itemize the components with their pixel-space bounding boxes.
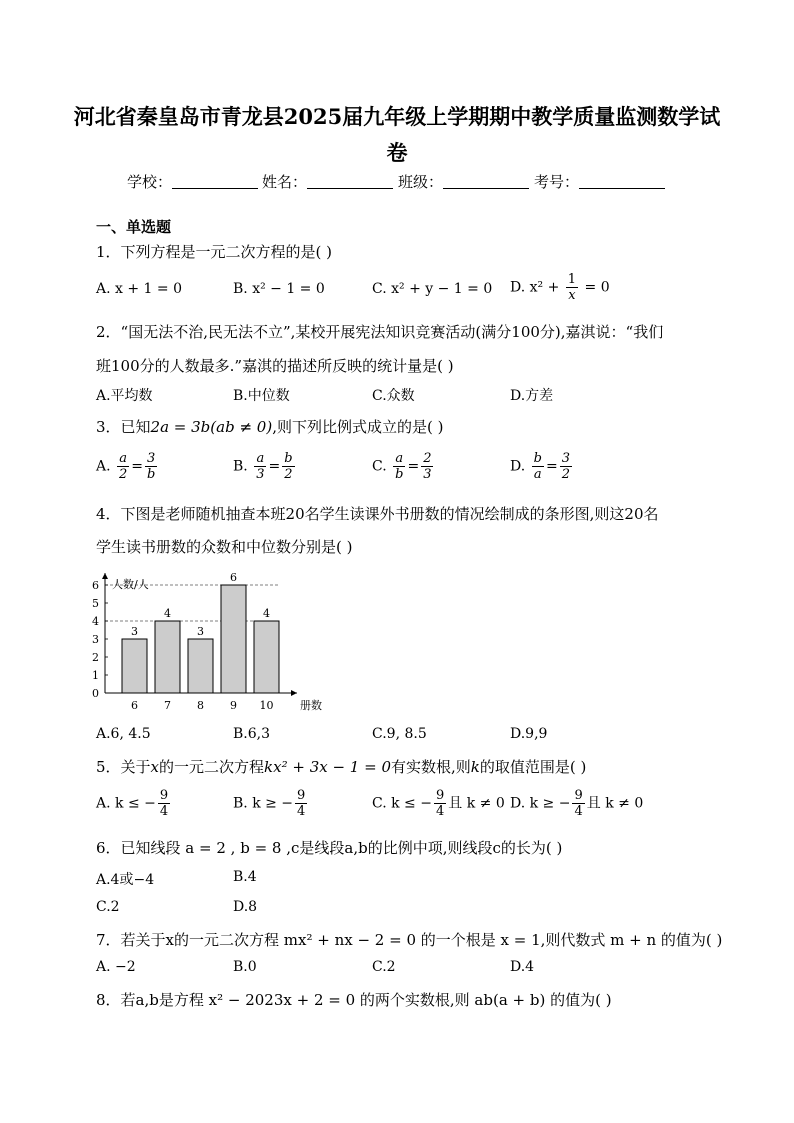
q5-b-num: 9 (297, 788, 306, 803)
q1-option-b[interactable]: B. x² − 1 = 0 (233, 281, 325, 297)
q5-stem-k: k (470, 758, 480, 776)
q1-option-d[interactable] (510, 272, 610, 303)
q7-option-a[interactable]: A. −2 (96, 959, 136, 975)
q5-a-fraction (158, 788, 170, 819)
q5-c-num: 9 (435, 788, 445, 803)
name-field[interactable] (262, 171, 393, 192)
q3-b-right-fraction (282, 451, 294, 482)
q3-d-l-den: a (533, 467, 542, 482)
q3-d-left-fraction (532, 451, 544, 482)
q1-d-num: 1 (567, 272, 577, 287)
q3-a-r-num: 3 (147, 451, 156, 466)
q3-b-left-fraction (254, 451, 266, 482)
chart-bar-10 (254, 621, 279, 693)
number-label: 考号： (534, 173, 580, 191)
q1-d-prefix: D. x² + (510, 279, 560, 296)
q2-option-b[interactable]: B.中位数 (233, 388, 290, 404)
q2-option-a[interactable]: A.平均数 (96, 388, 153, 404)
q7-option-b[interactable]: B.0 (233, 959, 257, 975)
q3-d-label: D. (510, 458, 526, 475)
name-label: 姓名： (262, 173, 308, 191)
q6-option-b[interactable]: B.4 (233, 869, 257, 885)
q4-stem-line1: 4．下图是老师随机抽查本班20名学生读课外书册数的情况绘制成的条形图,则这20名 (96, 505, 659, 523)
school-blank[interactable] (172, 174, 258, 189)
chart-bar-value-label-9: 6 (230, 571, 237, 584)
q5-option-c[interactable] (372, 788, 505, 819)
q3-c-r-num: 2 (423, 451, 432, 466)
q3-a-right-fraction (145, 451, 157, 482)
q5-c-fraction (434, 788, 446, 819)
q5-option-d[interactable] (510, 788, 643, 819)
q5-d-fraction (572, 788, 584, 819)
q4-option-c[interactable]: C.9, 8.5 (372, 726, 427, 742)
q5-d-suffix: 且 k ≠ 0 (586, 795, 644, 812)
chart-bar-8 (188, 639, 213, 693)
q5-option-b[interactable] (233, 788, 309, 819)
q3-option-a[interactable]: A. $\frac{a}{2}$ = $\frac{3}{b}$ (96, 451, 156, 482)
class-label: 班级： (398, 173, 444, 191)
q3-option-b[interactable]: B. $\frac{a}{3}$ = $\frac{b}{2}$ (233, 451, 293, 482)
q7-option-d[interactable]: D.4 (510, 959, 535, 975)
chart-bar-9 (221, 585, 246, 693)
q3-stem-prefix: 3．已知 (96, 418, 151, 436)
q3-stem-suffix: ,则下列比例式成立的是( ) (272, 418, 444, 436)
chart-y-tick-label-0: 0 (92, 687, 99, 700)
document-title-line2: 卷 (386, 140, 408, 165)
q2-option-d[interactable]: D.方差 (510, 388, 554, 404)
q5-c-prefix: C. k ≤ − (372, 795, 432, 812)
q3-a-r-den: b (147, 467, 156, 482)
q5-b-prefix: B. k ≥ − (233, 795, 294, 812)
number-field[interactable] (534, 171, 665, 192)
q5-stem-prefix: 5．关于 (96, 758, 151, 776)
chart-bar-7 (155, 621, 180, 693)
q5-b-fraction (295, 788, 307, 819)
q7-stem: 7．若关于x的一元二次方程 mx² + nx − 2 = 0 的一个根是 x = 1,则代数式 m + n 的值为( ) (96, 931, 723, 949)
q3-d-r-den: 2 (561, 467, 570, 482)
chart-bar-value-label-7: 4 (164, 607, 171, 620)
q6-option-c[interactable]: C.2 (96, 899, 120, 915)
q3-a-label: A. (96, 458, 111, 475)
q3-d-right-fraction (560, 451, 572, 482)
q3-c-l-den: b (395, 467, 404, 482)
q4-stem-line2: 学生读书册数的众数和中位数分别是( ) (96, 538, 353, 556)
q5-option-a[interactable] (96, 788, 172, 819)
chart-y-tick-label-1: 1 (92, 669, 99, 682)
chart-y-axis-label: 人数/人 (112, 578, 149, 591)
name-blank[interactable] (307, 174, 393, 189)
number-blank[interactable] (579, 174, 665, 189)
q5-stem-suffix: 的取值范围是( ) (479, 758, 587, 776)
q1-d-den: x (568, 288, 576, 303)
q6-option-a[interactable]: A.4或−4 (96, 872, 155, 888)
q5-b-den: 4 (297, 804, 306, 819)
chart-bar-value-label-10: 4 (263, 607, 270, 620)
q4-option-a[interactable]: A.6, 4.5 (96, 726, 151, 742)
q5-d-num: 9 (574, 788, 583, 803)
q3-c-left-fraction (393, 451, 405, 482)
bar-chart (80, 560, 330, 715)
q5-stem-eq: kx² + 3x − 1 = 0 (264, 758, 391, 776)
chart-y-tick-label-3: 3 (92, 633, 99, 646)
q3-a-l-num: a (119, 451, 128, 466)
q1-option-c[interactable]: C. x² + y − 1 = 0 (372, 281, 493, 297)
chart-x-tick-label-8: 8 (197, 699, 204, 712)
q1-d-suffix: = 0 (584, 279, 610, 296)
chart-y-axis-arrow (102, 573, 108, 579)
q3-a-left-fraction (117, 451, 129, 482)
q3-stem (96, 416, 443, 437)
q5-c-suffix: 且 k ≠ 0 (448, 795, 505, 812)
q5-d-prefix: D. k ≥ − (510, 795, 571, 812)
document-title-line1: 河北省秦皇岛市青龙县2025届九年级上学期期中教学质量监测数学试 (73, 104, 721, 129)
chart-bar-6 (122, 639, 147, 693)
school-field[interactable] (127, 171, 258, 192)
q1-d-fraction (566, 272, 578, 303)
q5-stem (96, 756, 586, 777)
chart-y-tick-label-6: 6 (92, 579, 99, 592)
class-blank[interactable] (443, 174, 529, 189)
chart-bar-value-label-8: 3 (197, 625, 204, 638)
q6-stem: 6．已知线段 a = 2 , b = 8 ,c是线段a,b的比例中项,则线段c的长为( ) (96, 839, 563, 857)
chart-x-tick-label-6: 6 (131, 699, 138, 712)
q3-b-label: B. (233, 458, 248, 475)
chart-x-tick-label-10: 10 (259, 699, 274, 712)
q2-option-c[interactable]: C.众数 (372, 388, 415, 404)
chart-y-tick-label-4: 4 (92, 615, 99, 628)
q3-c-l-num: a (395, 451, 404, 466)
q3-option-d[interactable]: D. $\frac{b}{a}$ = $\frac{3}{2}$ (510, 451, 570, 482)
q5-stem-mid: 的一元二次方程 (159, 758, 265, 776)
q2-stem-line2: 班100分的人数最多.”嘉淇的描述所反映的统计量是( ) (96, 357, 454, 375)
chart-y-tick-label-5: 5 (92, 597, 99, 610)
chart-x-axis-arrow (291, 690, 297, 696)
q1-option-a[interactable]: A. x + 1 = 0 (96, 281, 182, 297)
q5-stem-mid2: 有实数根,则 (391, 758, 471, 776)
chart-y-tick-label-2: 2 (92, 651, 99, 664)
q3-b-l-den: 3 (256, 467, 265, 482)
q8-stem: 8．若a,b是方程 x² − 2023x + 2 = 0 的两个实数根,则 ab(a + b) 的值为( ) (96, 991, 612, 1009)
chart-x-axis-label: 册数 (300, 699, 322, 712)
chart-bar-value-label-6: 3 (131, 625, 138, 638)
q5-stem-var: x (150, 758, 160, 776)
chart-x-tick-label-9: 9 (230, 699, 237, 712)
chart-x-tick-label-7: 7 (164, 699, 171, 712)
q5-d-den: 4 (574, 804, 583, 819)
q3-b-r-den: 2 (284, 467, 293, 482)
q5-a-prefix: A. k ≤ − (96, 795, 156, 812)
q3-c-label: C. (372, 458, 387, 475)
q4-option-b[interactable]: B.6,3 (233, 726, 271, 742)
q1-stem: 1．下列方程是一元二次方程的是( ) (96, 243, 333, 261)
q3-a-l-den: 2 (119, 467, 128, 482)
q3-option-c[interactable]: C. $\frac{a}{b}$ = $\frac{2}{3}$ (372, 451, 432, 482)
q4-option-d[interactable]: D.9,9 (510, 726, 548, 742)
q3-d-l-num: b (533, 451, 542, 466)
q6-option-d[interactable]: D.8 (233, 899, 258, 915)
q3-b-l-num: a (256, 451, 265, 466)
class-field[interactable] (398, 171, 529, 192)
q3-c-right-fraction (421, 451, 433, 482)
q3-b-r-num: b (284, 451, 293, 466)
q5-a-den: 4 (159, 804, 169, 819)
school-label: 学校： (127, 173, 173, 191)
q3-d-r-num: 3 (561, 451, 570, 466)
q2-stem-line1: 2．“国无法不治,民无法不立”,某校开展宪法知识竞赛活动(满分100分),嘉淇说：“我们 (96, 323, 664, 341)
q3-c-r-den: 3 (423, 467, 432, 482)
section-heading: 一、单选题 (96, 218, 172, 236)
q3-stem-math: 2a = 3b(ab ≠ 0) (150, 418, 273, 436)
q5-a-num: 9 (159, 788, 169, 803)
q7-option-c[interactable]: C.2 (372, 959, 396, 975)
q5-c-den: 4 (435, 804, 445, 819)
